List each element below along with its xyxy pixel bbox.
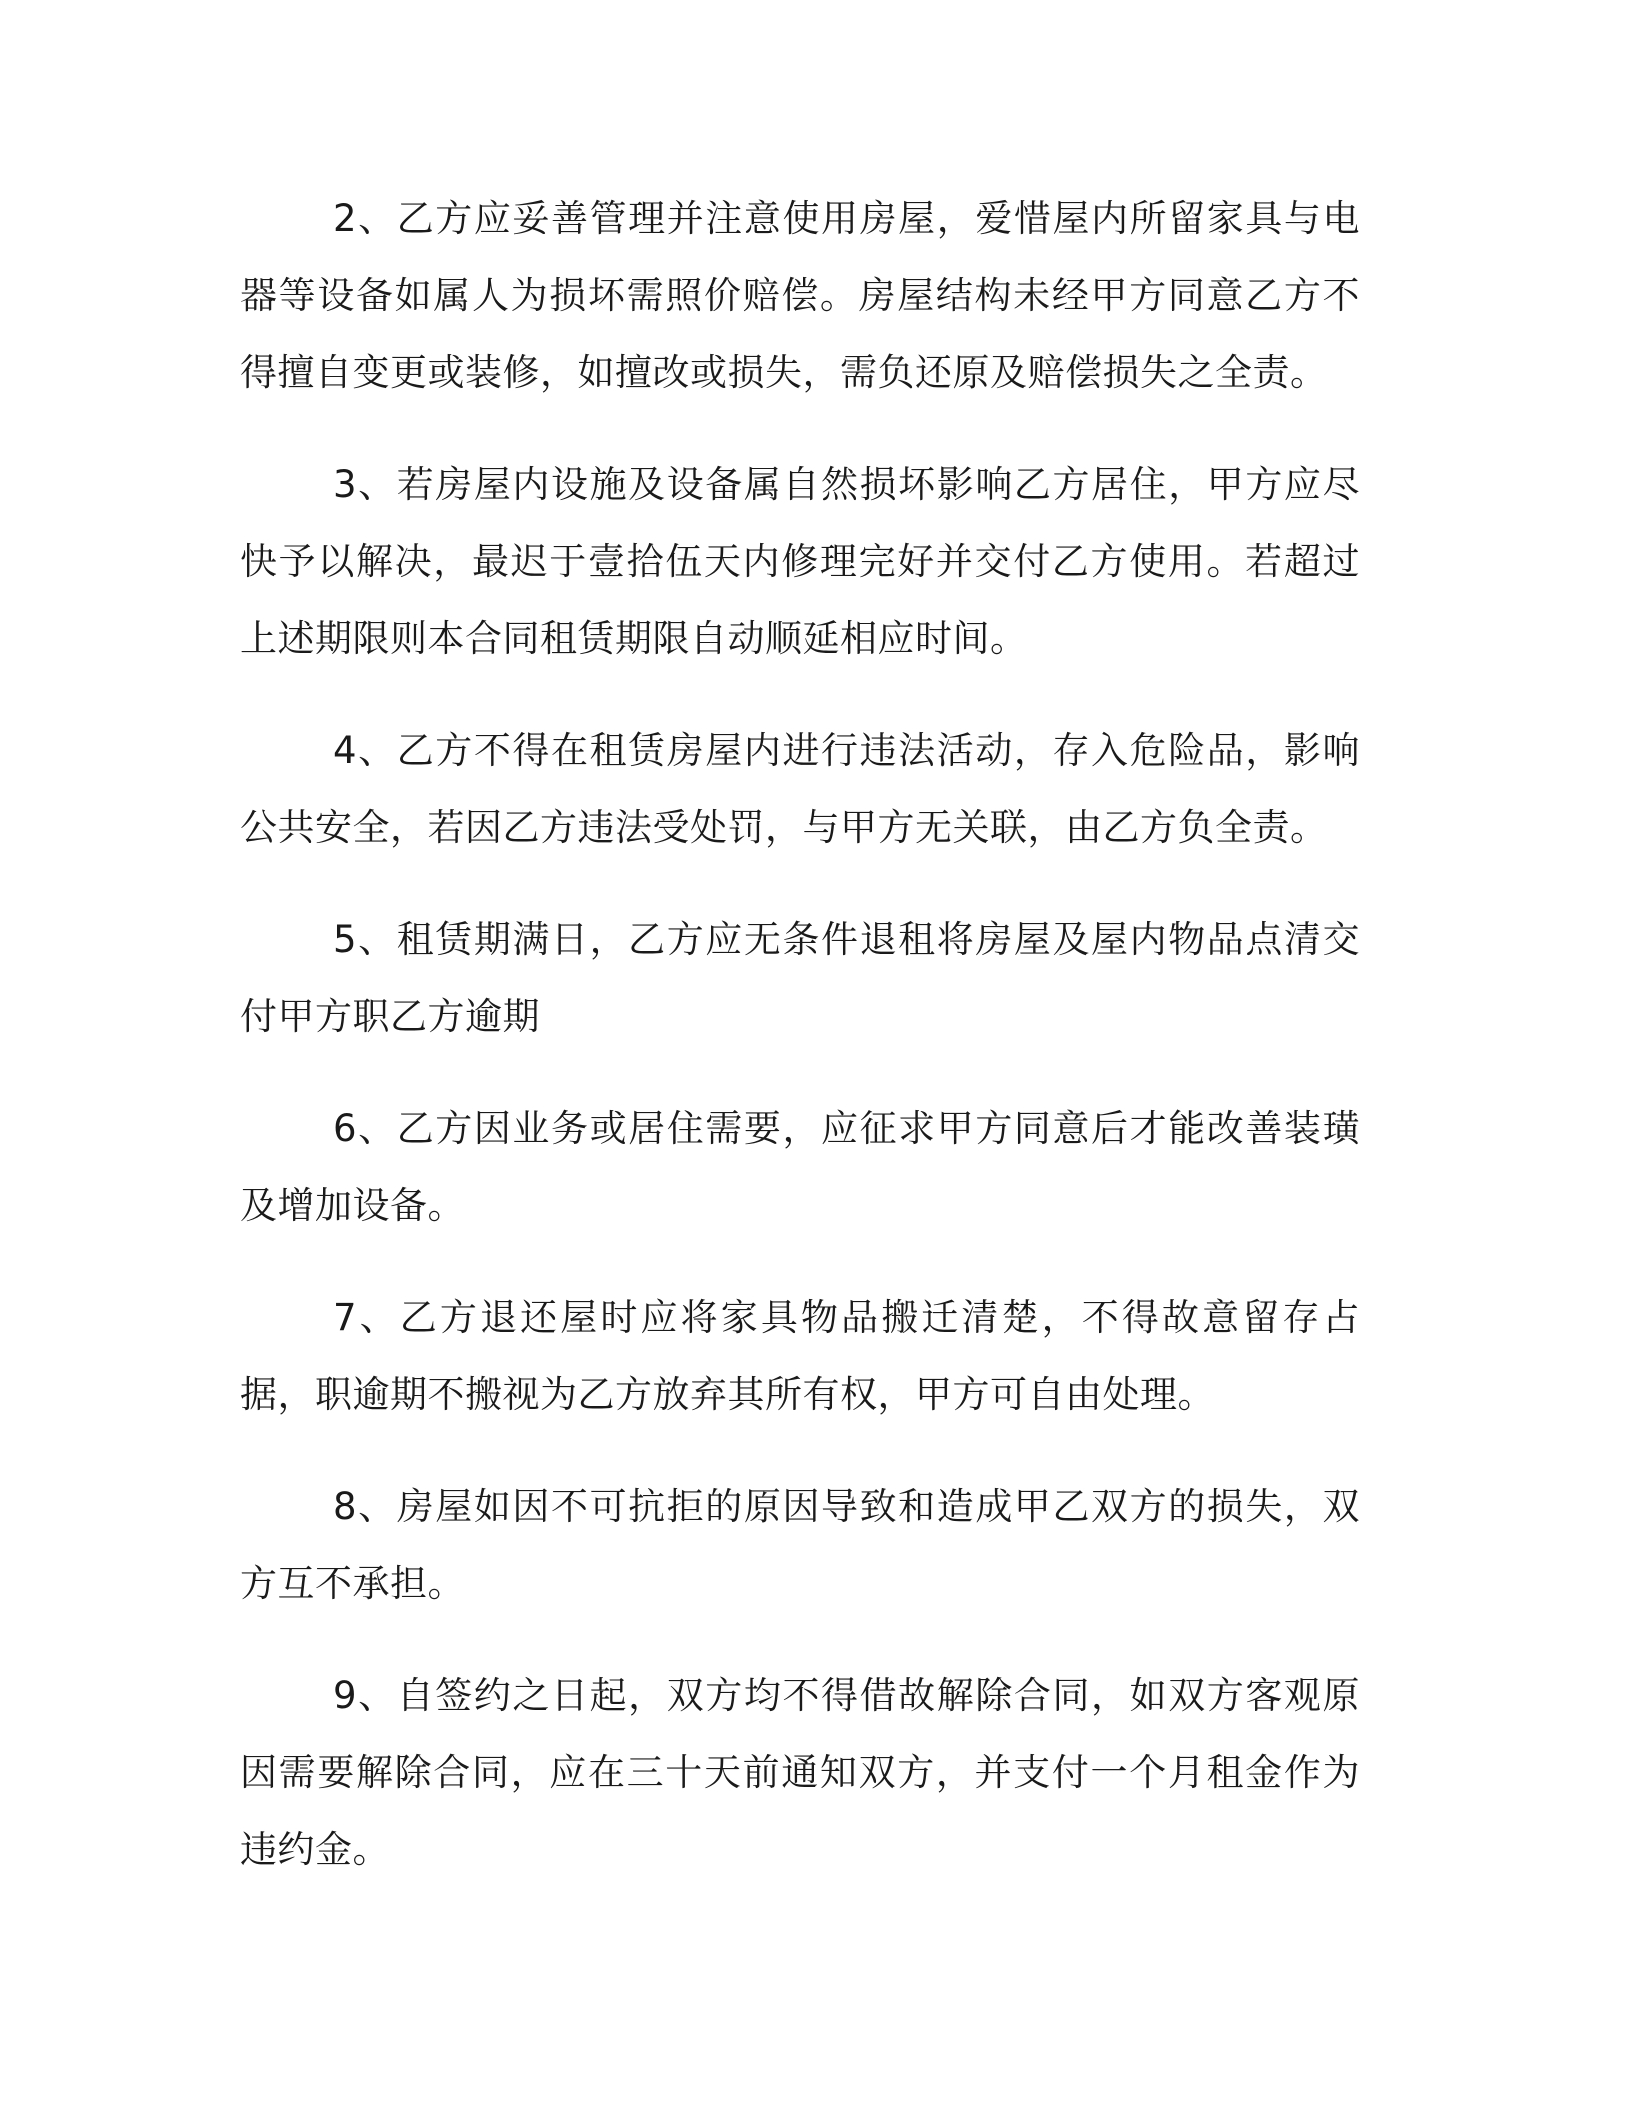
clause-2: 2、乙方应妥善管理并注意使用房屋，爱惜屋内所留家具与电器等设备如属人为损坏需照价赔偿。房屋结构未经甲方同意乙方不得擅自变更或装修，如擅改或损失，需负还原及赔偿损失之全责。 bbox=[240, 197, 1360, 394]
clause-6: 6、乙方因业务或居住需要，应征求甲方同意后才能改善装璜及增加设备。 bbox=[240, 1107, 1360, 1227]
clause-5: 5、租赁期满日，乙方应无条件退租将房屋及屋内物品点清交付甲方职乙方逾期 bbox=[240, 918, 1360, 1038]
clause-7: 7、乙方退还屋时应将家具物品搬迁清楚，不得故意留存占据，职逾期不搬视为乙方放弃其所有权，甲方可自由处理。 bbox=[240, 1296, 1360, 1416]
document-body bbox=[240, 180, 1360, 1923]
clause-4: 4、乙方不得在租赁房屋内进行违法活动，存入危险品，影响公共安全，若因乙方违法受处罚，与甲方无关联，由乙方负全责。 bbox=[240, 729, 1360, 849]
clause-9: 9、自签约之日起，双方均不得借故解除合同，如双方客观原因需要解除合同，应在三十天前通知双方，并支付一个月租金作为违约金。 bbox=[240, 1674, 1360, 1871]
clause-8: 8、房屋如因不可抗拒的原因导致和造成甲乙双方的损失，双方互不承担。 bbox=[240, 1485, 1360, 1605]
clause-3: 3、若房屋内设施及设备属自然损坏影响乙方居住，甲方应尽快予以解决，最迟于壹拾伍天内修理完好并交付乙方使用。若超过上述期限则本合同租赁期限自动顺延相应时间。 bbox=[240, 463, 1360, 660]
